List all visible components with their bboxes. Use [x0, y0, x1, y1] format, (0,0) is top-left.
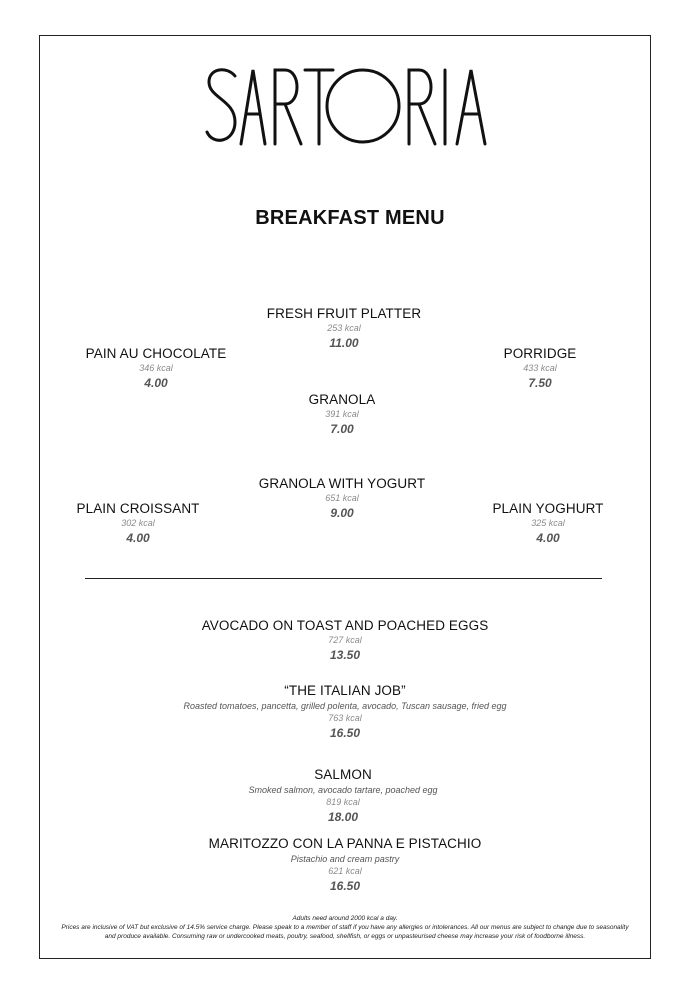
footer-kcal-note: Adults need around 2000 kcal a day.	[292, 915, 398, 922]
item-price: 4.00	[144, 376, 168, 390]
menu-item-plain-croissant	[38, 501, 238, 545]
menu-item-granola	[242, 392, 442, 436]
item-name: PAIN AU CHOCOLATE	[85, 346, 227, 361]
item-price: 4.00	[126, 531, 150, 545]
item-kcal: 651 kcal	[325, 493, 359, 503]
item-description: Roasted tomatoes, pancetta, grilled polenta, avocado, Tuscan sausage, fried egg	[183, 701, 507, 711]
item-kcal: 346 kcal	[139, 363, 173, 373]
item-name: “THE ITALIAN JOB”	[284, 683, 406, 698]
item-price: 4.00	[536, 531, 560, 545]
section-divider	[85, 578, 602, 579]
item-price: 16.50	[329, 726, 361, 740]
item-name: SALMON	[314, 767, 372, 782]
menu-title: BREAKFAST MENU	[255, 207, 445, 229]
item-name: PORRIDGE	[503, 346, 577, 361]
sartoria-logo	[205, 60, 495, 150]
footer-disclaimer: Prices are inclusive of VAT but exclusive of 14.5% service charge. Please speak to a member of staff if you have any allergies or intolerances. All our menus are subject to change due to seasonality and produce available. Consuming raw or undercooked meats, poultry, seafood, shellfish, or eggs or unpasteurised cheese may increase your risk of foodborne illness.	[61, 924, 629, 940]
item-kcal: 325 kcal	[531, 518, 565, 528]
menu-item-plain-yoghurt	[448, 501, 648, 545]
item-name: PLAIN CROISSANT	[76, 501, 200, 516]
item-description: Smoked salmon, avocado tartare, poached egg	[248, 785, 438, 795]
item-price: 13.50	[329, 648, 361, 662]
item-kcal: 727 kcal	[328, 635, 362, 645]
item-name: PLAIN YOGHURT	[492, 501, 604, 516]
item-price: 18.00	[327, 810, 359, 824]
item-name: AVOCADO ON TOAST AND POACHED EGGS	[201, 618, 489, 633]
item-kcal: 302 kcal	[121, 518, 155, 528]
item-kcal: 763 kcal	[328, 713, 362, 723]
item-price: 9.00	[330, 506, 354, 520]
item-price: 16.50	[329, 879, 361, 893]
menu-item-maritozzo	[145, 836, 545, 893]
brand-logo	[0, 60, 700, 150]
menu-item-salmon	[143, 767, 543, 824]
item-price: 11.00	[329, 336, 359, 350]
item-kcal: 819 kcal	[326, 797, 360, 807]
item-name: GRANOLA WITH YOGURT	[258, 476, 426, 491]
menu-item-avocado-on-toast	[145, 618, 545, 662]
item-kcal: 253 kcal	[327, 323, 361, 333]
menu-item-pain-au-chocolate	[56, 346, 256, 390]
item-name: MARITOZZO CON LA PANNA E PISTACHIO	[208, 836, 482, 851]
item-name: FRESH FRUIT PLATTER	[266, 306, 422, 321]
item-price: 7.00	[330, 422, 354, 436]
menu-item-porridge	[440, 346, 640, 390]
item-price: 7.50	[528, 376, 552, 390]
item-name: GRANOLA	[308, 392, 376, 407]
menu-item-fresh-fruit-platter	[244, 306, 444, 350]
item-kcal: 433 kcal	[523, 363, 557, 373]
menu-item-the-italian-job	[145, 683, 545, 740]
footer-notes	[60, 914, 630, 941]
menu-item-granola-with-yogurt	[232, 476, 452, 520]
item-kcal: 391 kcal	[325, 409, 359, 419]
item-kcal: 621 kcal	[328, 866, 362, 876]
item-description: Pistachio and cream pastry	[290, 854, 400, 864]
